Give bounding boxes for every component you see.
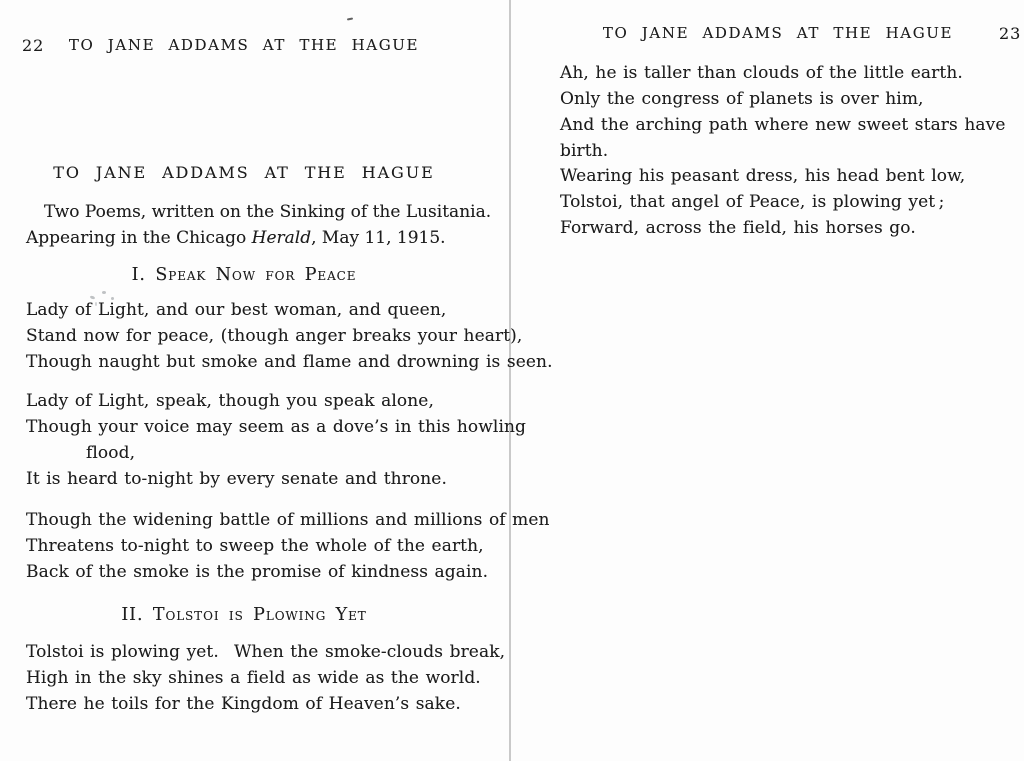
poem-line: Ah, he is taller than clouds of the little earth. — [560, 63, 963, 83]
section-heading-2: II. Tolstoi is Plowing Yet — [121, 605, 367, 625]
poem-line: Only the congress of planets is over him, — [560, 89, 924, 109]
stanza-6 — [560, 163, 965, 241]
page-number-right: 23 — [999, 24, 1022, 43]
page-gutter-divider — [509, 0, 511, 761]
poem-line: Though your voice may seem as a dove’s in this howling — [26, 417, 527, 437]
italic-herald: Herald — [251, 228, 312, 248]
scan-artifact-tick — [347, 17, 353, 20]
stanza-1 — [26, 297, 553, 375]
intro-line-2: Appearing in the Chicago Herald, May 11, 1915. — [26, 228, 446, 248]
poem-line: Wearing his peasant dress, his head bent low, — [560, 166, 966, 186]
stanza-4 — [26, 639, 505, 717]
poem-line: Though the widening battle of millions and millions of men — [26, 510, 550, 530]
poem-line: Threatens to-night to sweep the whole of the earth, — [26, 536, 484, 556]
poem-line: Stand now for peace, (though anger breaks your heart), — [26, 326, 523, 346]
poem-line: Though naught but smoke and flame and drowning is seen. — [26, 352, 553, 372]
poem-line: Back of the smoke is the promise of kindness again. — [26, 562, 489, 582]
poem-title: TO JANE ADDAMS AT THE HAGUE — [53, 163, 435, 182]
section-heading-1: I. Speak Now for Peace — [131, 265, 357, 285]
running-head-left: TO JANE ADDAMS AT THE HAGUE — [68, 36, 420, 54]
stanza-5 — [560, 60, 1024, 164]
poem-line: It is heard to-night by every senate and throne. — [26, 469, 447, 489]
poem-line: There he toils for the Kingdom of Heaven’s sake. — [26, 694, 461, 714]
poem-line: Tolstoi, that angel of Peace, is plowing yet ; — [560, 192, 945, 212]
poem-line: Lady of Light, and our best woman, and queen, — [26, 300, 447, 320]
poem-line: High in the sky shines a field as wide as the world. — [26, 668, 481, 688]
poem-line-runover: flood, — [86, 443, 136, 463]
stanza-2 — [26, 388, 526, 492]
poem-line: Forward, across the field, his horses go. — [560, 218, 916, 238]
stanza-3 — [26, 507, 550, 585]
running-head-right: TO JANE ADDAMS AT THE HAGUE — [602, 24, 954, 42]
poem-intro — [26, 199, 492, 251]
poem-line: Lady of Light, speak, though you speak alone, — [26, 391, 434, 411]
poem-line: And the arching path where new sweet stars have birth. — [560, 115, 1013, 161]
intro-line-1: Two Poems, written on the Sinking of the Lusitania. — [44, 202, 492, 222]
poem-line: Tolstoi is plowing yet. When the smoke-clouds break, — [26, 642, 506, 662]
scan-artifact-smudge — [102, 291, 106, 294]
page-number-left: 22 — [22, 36, 45, 55]
